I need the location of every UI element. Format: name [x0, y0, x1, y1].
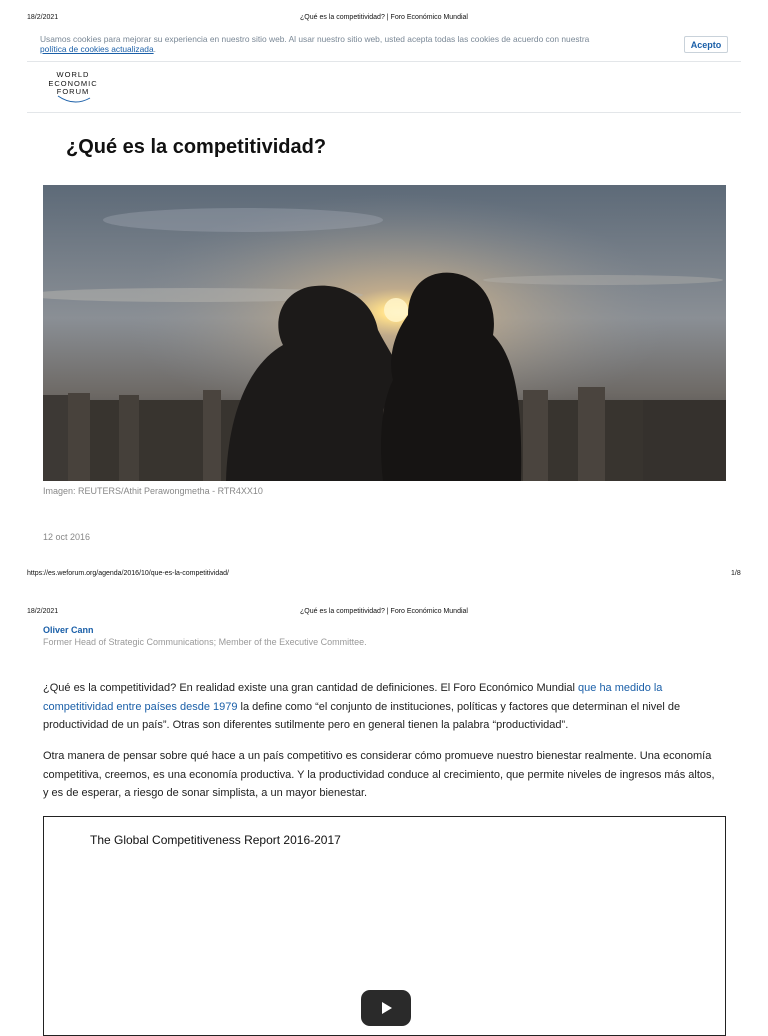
print-date: 18/2/2021: [27, 14, 59, 21]
print-date: 18/2/2021: [27, 608, 59, 615]
author-role: Former Head of Strategic Communications; Member of the Executive Committee.: [43, 637, 367, 647]
paragraph-2: Otra manera de pensar sobre qué hace a un país competitivo es considerar cómo promueve nuestro bienestar realmente. Una economía competitiva, creemos, es una economía productiva. Y la productividad conduce al crecimiento, que permite niveles de ingresos más altos, y es de esperar, a riesgo de sonar simplista, a un mayor bienestar.: [43, 750, 715, 799]
paragraph-1-end: la define como “el conjunto de instituciones, políticas y factores que determinan el nivel de productividad de un país”. Otras son diferentes sutilmente pero en general tienen la palabra “productividad”.: [43, 700, 681, 731]
paragraph-1-start: ¿Qué es la competitividad? En realidad existe una gran cantidad de definiciones. El Foro Económico Mundial: [43, 682, 579, 694]
accept-cookies-button[interactable]: Acepto: [684, 36, 728, 53]
logo-arc-icon: [57, 95, 91, 104]
divider: [27, 61, 741, 62]
article-date: 12 oct 2016: [43, 532, 91, 542]
cookie-message: Usamos cookies para mejorar su experiencia en nuestro sitio web. Al usar nuestro sitio web, usted acepta todas las cookies de acuerdo con nuestra: [40, 34, 590, 44]
video-embed[interactable]: [43, 816, 726, 1036]
author-name-link[interactable]: Oliver Cann: [43, 625, 94, 635]
hero-image: [43, 185, 726, 481]
divider: [27, 112, 741, 113]
logo-line-forum: FORUM: [56, 87, 90, 96]
wef-logo[interactable]: [43, 71, 103, 107]
measurement-link[interactable]: que ha medido la competitividad entre países desde 1979: [43, 682, 663, 713]
print-page-number: 1/8: [731, 570, 741, 577]
paragraph-1: [43, 679, 723, 735]
image-caption: Imagen: REUTERS/Athit Perawongmetha - RTR4XX10: [43, 486, 263, 496]
logo-line-world: WORLD: [56, 70, 90, 79]
logo-line-economic: ECONOMIC: [48, 78, 98, 88]
video-title[interactable]: The Global Competitiveness Report 2016-2017: [90, 833, 341, 847]
cookie-banner-text: [40, 34, 670, 54]
print-title: ¿Qué es la competitividad? | Foro Económico Mundial: [300, 608, 468, 615]
article-title: ¿Qué es la competitividad?: [66, 136, 327, 158]
print-url: https://es.weforum.org/agenda/2016/10/que-es-la-competitividad/: [27, 570, 229, 577]
cookie-policy-link[interactable]: política de cookies actualizada: [40, 44, 154, 54]
cookie-period: .: [153, 44, 156, 54]
play-button[interactable]: [361, 990, 411, 1026]
print-title: ¿Qué es la competitividad? | Foro Económico Mundial: [300, 14, 468, 21]
play-icon: [379, 1001, 393, 1015]
